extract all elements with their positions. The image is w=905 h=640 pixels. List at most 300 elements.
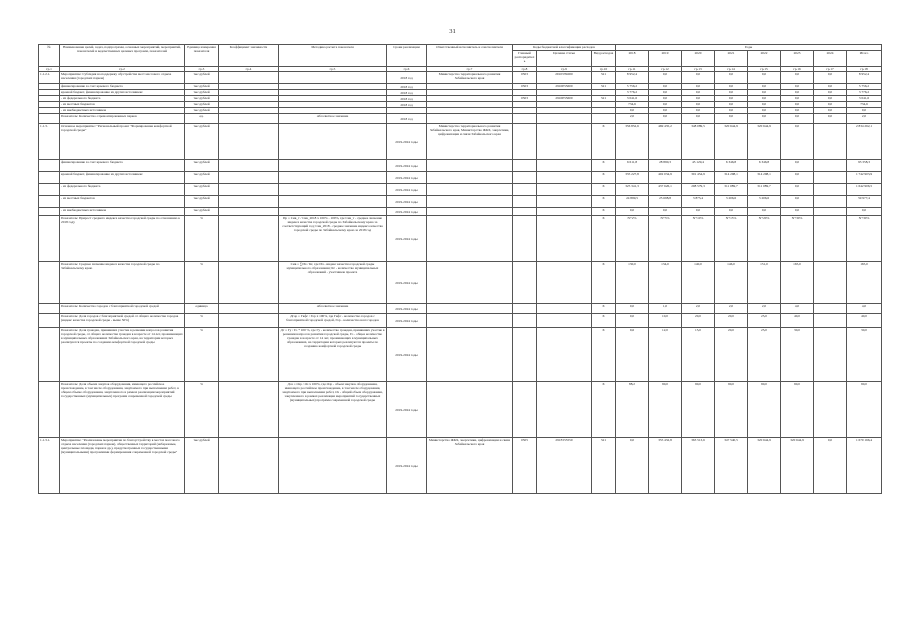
row-vr: Х — [592, 216, 616, 262]
row-name: - из федерального бюджета — [60, 96, 185, 102]
row-year-value: 0,0 — [748, 108, 781, 114]
row-year-value: 24 899,5 — [616, 196, 649, 208]
row-year-value: 25,0 — [748, 314, 781, 328]
row-number — [39, 328, 60, 382]
row-year-value: 0,0 — [682, 108, 715, 114]
row-year-value — [814, 328, 847, 382]
row-unit: тыс.рублей — [185, 160, 219, 172]
row-deadline: 2018 год — [387, 114, 427, 124]
row-year-value: 0,0 — [748, 114, 781, 124]
row-total: 8 952,4 — [847, 72, 882, 84]
row-unit: тыс.рублей — [185, 172, 219, 184]
row-executor — [427, 160, 513, 172]
header-coef: Коэффициент значимости — [219, 45, 279, 67]
row-number — [39, 382, 60, 438]
header-codes-group: Коды бюджетной классификации расходов — [513, 45, 616, 51]
row-year-value: 0,0 — [781, 124, 814, 160]
row-year-value: 3 206,6 — [748, 196, 781, 208]
row-year-value: 311 089,7 — [715, 184, 748, 196]
row-total: N+30% — [847, 216, 882, 262]
row-year-value: 8 952,4 — [616, 72, 649, 84]
row-coef — [219, 262, 279, 304]
row-year-value: 314 298,1 — [748, 172, 781, 184]
row-year-value — [814, 208, 847, 216]
header-executor: Ответственный исполнитель и соисполнители — [427, 45, 513, 67]
row-coef — [219, 72, 279, 84]
row-number — [39, 262, 60, 304]
table-row — [39, 172, 882, 184]
row-year-value: 165,0 — [781, 262, 814, 304]
row-csr — [537, 304, 592, 314]
row-year-value: 0,0 — [682, 84, 715, 90]
row-grbs — [513, 184, 537, 196]
row-year-value: 0,0 — [616, 438, 649, 494]
column-number: гр.3 — [185, 67, 219, 72]
row-total: 93 358,3 — [847, 160, 882, 172]
row-number — [39, 172, 60, 184]
row-csr — [537, 208, 592, 216]
row-year-value: 1,0 — [649, 304, 682, 314]
row-total: 90,0 — [847, 382, 882, 438]
column-number: гр.15 — [748, 67, 781, 72]
row-method: Сив = ∑Ич / Кг, где Ич - индекс качества городской среды муниципального образования; Кг - количество муниципальных образований - участников проекта — [279, 262, 387, 304]
row-deadline: 2018 год — [387, 84, 427, 90]
row-unit: тыс.рублей — [185, 208, 219, 216]
row-coef — [219, 160, 279, 172]
header-unit: Единица измерения показателя — [185, 45, 219, 67]
header-grbs: Главный распорядитель — [513, 51, 537, 67]
row-year-value — [814, 304, 847, 314]
row-total: 59 977,4 — [847, 196, 882, 208]
row-year-value: 90,0 — [649, 382, 682, 438]
row-coef — [219, 114, 279, 124]
row-csr — [537, 124, 592, 160]
row-year-value: N+30% — [781, 216, 814, 262]
row-year-value: 25,0 — [748, 328, 781, 382]
table-row — [39, 124, 882, 160]
row-year-value: 0,0 — [616, 108, 649, 114]
row-csr — [537, 382, 592, 438]
row-grbs — [513, 304, 537, 314]
row-year-value: 311 089,7 — [748, 184, 781, 196]
row-year-value: 469 435,2 — [649, 124, 682, 160]
row-executor — [427, 304, 513, 314]
row-year-value: 4,0 — [781, 304, 814, 314]
row-csr — [537, 184, 592, 196]
row-executor — [427, 328, 513, 382]
row-grbs: 0503 — [513, 84, 537, 90]
column-number: гр.14 — [715, 67, 748, 72]
row-year-value: 0,0 — [814, 102, 847, 108]
row-executor — [427, 196, 513, 208]
row-unit: тыс.рублей — [185, 96, 219, 102]
row-year-value: 314 298,1 — [715, 172, 748, 184]
row-year-value: 0,0 — [682, 114, 715, 124]
column-number: гр.6 — [387, 67, 427, 72]
header-year: 2022 — [748, 51, 781, 67]
row-year-value: 0,0 — [781, 90, 814, 96]
row-name: краевой бюджет, финансирование из других источников: — [60, 90, 185, 96]
column-number: гр.9 — [537, 67, 592, 72]
row-year-value: 2,0 — [715, 304, 748, 314]
column-number: гр.4 — [219, 67, 279, 72]
row-year-value: 0,0 — [781, 102, 814, 108]
row-number — [39, 208, 60, 216]
row-year-value: 0,0 — [748, 84, 781, 90]
row-year-value: 0,0 — [682, 72, 715, 84]
row-year-value: 0,0 — [814, 96, 847, 102]
row-executor: Министерство ЖКХ, энергетики, цифровизации и связи Забайкальского края — [427, 438, 513, 494]
row-csr — [537, 328, 592, 382]
row-year-value: N+15% — [715, 216, 748, 262]
row-year-value: 734,6 — [616, 102, 649, 108]
row-year-value: 0,0 — [781, 114, 814, 124]
row-deadline: 2019-2024 годы — [387, 438, 427, 494]
row-grbs: 0503 — [513, 72, 537, 84]
row-year-value — [814, 314, 847, 328]
row-year-value: 402 034,9 — [649, 172, 682, 184]
row-year-value: 0,0 — [781, 208, 814, 216]
row-total: 1 670 166,4 — [847, 438, 882, 494]
row-number — [39, 114, 60, 124]
row-csr — [537, 196, 592, 208]
row-year-value: 0,0 — [616, 304, 649, 314]
row-coef — [219, 184, 279, 196]
row-year-value: 20,0 — [715, 314, 748, 328]
row-name: краевой бюджет, финансирование из других источников: — [60, 172, 185, 184]
column-number: гр.1 — [39, 67, 60, 72]
row-year-value: 0,0 — [781, 160, 814, 172]
row-coef — [219, 172, 279, 184]
row-unit: тыс.рублей — [185, 124, 219, 160]
row-year-value: 20,0 — [715, 328, 748, 382]
row-csr — [537, 262, 592, 304]
header-year: 2018 — [616, 51, 649, 67]
row-name: Показатель: Доля граждан, принявших участие в решении вопросов развития городской среды, от общего количества граждан в возрасте от 14 лет, проживающих в муниципальных образованиях Забайкальского края, на территории которых реализуются проекты по созданию комфортной городской среды — [60, 328, 185, 382]
row-total: 5 756,2 — [847, 84, 882, 90]
row-year-value: 0,0 — [715, 72, 748, 84]
row-year-value: 363 513,6 — [682, 438, 715, 494]
row-coef — [219, 438, 279, 494]
row-csr — [537, 172, 592, 184]
column-number: гр.16 — [781, 67, 814, 72]
row-method — [279, 184, 387, 196]
row-year-value: 140,0 — [682, 262, 715, 304]
row-year-value: 90,0 — [715, 382, 748, 438]
row-year-value: 90,0 — [748, 382, 781, 438]
row-executor — [427, 172, 513, 184]
row-csr: 2910Р55600 — [537, 84, 592, 90]
row-year-value: N+5% — [649, 216, 682, 262]
row-coef — [219, 216, 279, 262]
row-year-value: 0,0 — [814, 114, 847, 124]
column-number: гр.17 — [814, 67, 847, 72]
row-year-value — [814, 382, 847, 438]
row-vr: 521 — [592, 96, 616, 102]
row-coef — [219, 328, 279, 382]
row-year-value: 335 227,8 — [616, 172, 649, 184]
row-name: финансирование за счет краевого бюджета — [60, 84, 185, 90]
row-year-value: 0,0 — [649, 84, 682, 90]
row-year-value: 0,0 — [781, 84, 814, 90]
row-coef — [219, 196, 279, 208]
row-year-value: 9,6 — [616, 328, 649, 382]
row-year-value: 6 611,8 — [616, 160, 649, 172]
row-year-value: 0,0 — [715, 108, 748, 114]
row-grbs: 0505 — [513, 438, 537, 494]
row-unit: тыс.рублей — [185, 72, 219, 84]
row-year-value: 6 346,8 — [748, 160, 781, 172]
header-year: 2021 — [715, 51, 748, 67]
row-year-value: 0,0 — [715, 114, 748, 124]
row-year-value: 0,0 — [649, 208, 682, 216]
row-year-value: 0,0 — [616, 208, 649, 216]
row-year-value: 0,0 — [682, 90, 715, 96]
row-number — [39, 314, 60, 328]
row-year-value: 90,0 — [682, 382, 715, 438]
row-year-value: 3 776,2 — [616, 90, 649, 96]
row-total: 1 642 906,5 — [847, 184, 882, 196]
row-name: - из местных бюджетов — [60, 102, 185, 108]
column-number: гр.5 — [279, 67, 387, 72]
row-unit: единица — [185, 304, 219, 314]
column-number: гр.2 — [60, 67, 185, 72]
row-year-value: 2,0 — [682, 304, 715, 314]
row-year-value: 0,0 — [781, 184, 814, 196]
row-method: Абсолютное значение — [279, 304, 387, 314]
row-number: 1.1.3.1. — [39, 438, 60, 494]
row-name: Мероприятие: "Реализованы мероприятия по благоустройству в местах массового отдыха населения (городских парков), общественных территорий (набережные, центральные площади, парки и др.), предусмотренных государственными (муниципальными) программами формирования современной городской среды" — [60, 438, 185, 494]
header-year: 2019 — [649, 51, 682, 67]
row-grbs — [513, 124, 537, 160]
row-executor — [427, 314, 513, 328]
row-year-value: 0,0 — [814, 90, 847, 96]
header-vr: Вид расходов — [592, 51, 616, 67]
row-year-value: 320 644,9 — [748, 124, 781, 160]
page-number: 31 — [449, 28, 456, 35]
row-year-value: 28 890,3 — [649, 160, 682, 172]
row-csr: 291F255550 — [537, 438, 592, 494]
row-vr: Х — [592, 196, 616, 208]
row-method — [279, 72, 387, 84]
table-row — [39, 184, 882, 196]
row-number — [39, 304, 60, 314]
row-csr: 2910Р55600 — [537, 96, 592, 102]
row-coef — [219, 382, 279, 438]
row-grbs — [513, 114, 537, 124]
row-year-value: 0,0 — [748, 96, 781, 102]
row-year-value: 146,0 — [715, 262, 748, 304]
row-year-value: 10,0 — [649, 314, 682, 328]
row-year-value: 0,0 — [814, 72, 847, 84]
row-year-value: 3 041,6 — [616, 96, 649, 102]
row-year-value: 6 346,8 — [715, 160, 748, 172]
row-year-value — [814, 160, 847, 172]
table-row — [39, 114, 882, 124]
row-vr: Х — [592, 382, 616, 438]
column-number: гр.13 — [682, 67, 715, 72]
row-deadline: 2019-2024 годы — [387, 216, 427, 262]
row-grbs — [513, 208, 537, 216]
row-year-value: 0,0 — [781, 172, 814, 184]
row-year-value: 2,0 — [748, 304, 781, 314]
row-unit: тыс.рублей — [185, 84, 219, 90]
row-method: Абсолютное значение — [279, 114, 387, 124]
row-executor — [427, 114, 513, 124]
row-grbs — [513, 314, 537, 328]
row-year-value: 0,0 — [682, 208, 715, 216]
row-year-value: 30,0 — [781, 328, 814, 382]
row-year-value: 15,0 — [682, 328, 715, 382]
row-deadline: 2019-2024 годы — [387, 172, 427, 184]
row-csr — [537, 160, 592, 172]
row-year-value: 130,0 — [616, 262, 649, 304]
row-unit: тыс.рублей — [185, 102, 219, 108]
row-year-value: 0,0 — [682, 96, 715, 102]
row-deadline: 2018 год — [387, 102, 427, 108]
row-name: - из федерального бюджета — [60, 184, 185, 196]
row-unit: % — [185, 216, 219, 262]
row-year-value: 437 626,1 — [649, 184, 682, 196]
row-deadline: 2018 год — [387, 90, 427, 96]
row-vr: Х — [592, 172, 616, 184]
row-year-value: 12,0 — [649, 328, 682, 382]
column-number: гр.18 — [847, 67, 882, 72]
row-year-value: 356 852,6 — [616, 124, 649, 160]
row-year-value — [814, 124, 847, 160]
program-table — [38, 44, 882, 494]
row-deadline: 2019-2024 годы — [387, 160, 427, 172]
row-vr: 521 — [592, 84, 616, 90]
row-method — [279, 196, 387, 208]
row-method — [279, 438, 387, 494]
row-year-value: 0,0 — [814, 108, 847, 114]
row-year-value: 0,0 — [748, 72, 781, 84]
row-total: 0,0 — [847, 208, 882, 216]
table-row — [39, 196, 882, 208]
row-year-value: 0,0 — [616, 314, 649, 328]
row-grbs — [513, 172, 537, 184]
row-vr: 521 — [592, 72, 616, 84]
row-year-value: 0,0 — [748, 208, 781, 216]
row-name: Мероприятие: Субсидия на поддержку обустройства мест массового отдыха населения (городских парков) — [60, 72, 185, 84]
row-grbs — [513, 328, 537, 382]
row-number: 1.1.2.1. — [39, 72, 60, 84]
row-year-value: 298 579,3 — [682, 184, 715, 196]
row-number: 1.1.3. — [39, 124, 60, 160]
row-deadline: 2019-2024 годы — [387, 208, 427, 216]
row-name: Основное мероприятие: "Региональный проект "Формирование комфортной городской среды" — [60, 124, 185, 160]
row-year-value: N+10% — [682, 216, 715, 262]
row-coef — [219, 314, 279, 328]
row-name: Показатель: Среднее значение индекса качества городской среды по Забайкальскому краю — [60, 262, 185, 304]
row-year-value: 134,0 — [649, 262, 682, 304]
table-row — [39, 262, 882, 304]
row-total: 2 834 262,1 — [847, 124, 882, 160]
row-year-value: 25 698,8 — [649, 196, 682, 208]
row-deadline: 2018 год — [387, 96, 427, 102]
row-coef — [219, 304, 279, 314]
row-vr — [592, 114, 616, 124]
row-unit: % — [185, 262, 219, 304]
row-year-value — [814, 216, 847, 262]
column-number: гр.10 — [592, 67, 616, 72]
row-unit: тыс.рублей — [185, 196, 219, 208]
row-number — [39, 184, 60, 196]
row-year-value: 0,0 — [781, 108, 814, 114]
row-csr: 291037К000 — [537, 72, 592, 84]
row-year-value: 348 089,5 — [682, 124, 715, 160]
row-year-value: 2,0 — [616, 114, 649, 124]
row-number — [39, 196, 60, 208]
header-deadline: Сроки реализации — [387, 45, 427, 67]
row-year-value: 320 644,9 — [781, 438, 814, 494]
row-year-value: 0,0 — [781, 196, 814, 208]
row-year-value: 0,0 — [682, 102, 715, 108]
row-total: 40,0 — [847, 314, 882, 328]
row-method — [279, 172, 387, 184]
row-year-value: 320 644,9 — [748, 438, 781, 494]
table-row — [39, 314, 882, 328]
row-method: Пр = Сив_т / Сив_2018 х 100% - 100%, где Сив_т - среднее значение индекса качества городской среды по Забайкальскому краю за соответствующий год; Сив_2018 - среднее значение индекса качества городской среды по Забайкальскому краю за 2018 год — [279, 216, 387, 262]
row-deadline: 2019-2024 годы — [387, 304, 427, 314]
row-unit: ед. — [185, 114, 219, 124]
header-name: Наименование целей, задач, подпрограмм, основных мероприятий, мероприятий, показателей и ведомственных целевых программ, показателей — [60, 45, 185, 67]
row-grbs: 0503 — [513, 96, 537, 102]
header-years-group: Годы — [616, 45, 882, 51]
row-year-value: 0,0 — [715, 90, 748, 96]
row-total: 3 776,2 — [847, 90, 882, 96]
table-row — [39, 216, 882, 262]
row-deadline: 2019-2024 годы — [387, 314, 427, 328]
table-row — [39, 328, 882, 382]
row-name: - из внебюджетных источников — [60, 208, 185, 216]
row-year-value: 0,0 — [649, 96, 682, 102]
row-coef — [219, 124, 279, 160]
row-csr — [537, 314, 592, 328]
row-year-value: 3 875,4 — [682, 196, 715, 208]
row-year-value: 0,0 — [781, 96, 814, 102]
row-deadline: 2019-2024 годы — [387, 262, 427, 304]
row-year-value: 5 756,2 — [616, 84, 649, 90]
row-year-value: 301 454,9 — [682, 172, 715, 184]
header-csr: Целевая статья — [537, 51, 592, 67]
row-year-value: 20,0 — [682, 314, 715, 328]
row-year-value: 0,0 — [748, 102, 781, 108]
row-grbs — [513, 262, 537, 304]
row-year-value — [814, 262, 847, 304]
row-vr: Х — [592, 184, 616, 196]
row-year-value: 0,0 — [715, 208, 748, 216]
row-deadline: 2019-2024 годы — [387, 184, 427, 196]
row-year-value: 88,2 — [616, 382, 649, 438]
row-year-value: 0,0 — [748, 90, 781, 96]
row-executor — [427, 184, 513, 196]
row-year-value: 0,0 — [715, 84, 748, 90]
row-year-value: 355 432,8 — [649, 438, 682, 494]
row-vr: Х — [592, 124, 616, 160]
row-unit: тыс.рублей — [185, 438, 219, 494]
table-row — [39, 160, 882, 172]
table-row — [39, 304, 882, 314]
table-row — [39, 72, 882, 84]
row-method — [279, 124, 387, 160]
row-year-value: 45 129,4 — [682, 160, 715, 172]
row-year-value: 40,0 — [781, 314, 814, 328]
table-row — [39, 382, 882, 438]
row-vr: Х — [592, 304, 616, 314]
header-year: 2023 — [781, 51, 814, 67]
